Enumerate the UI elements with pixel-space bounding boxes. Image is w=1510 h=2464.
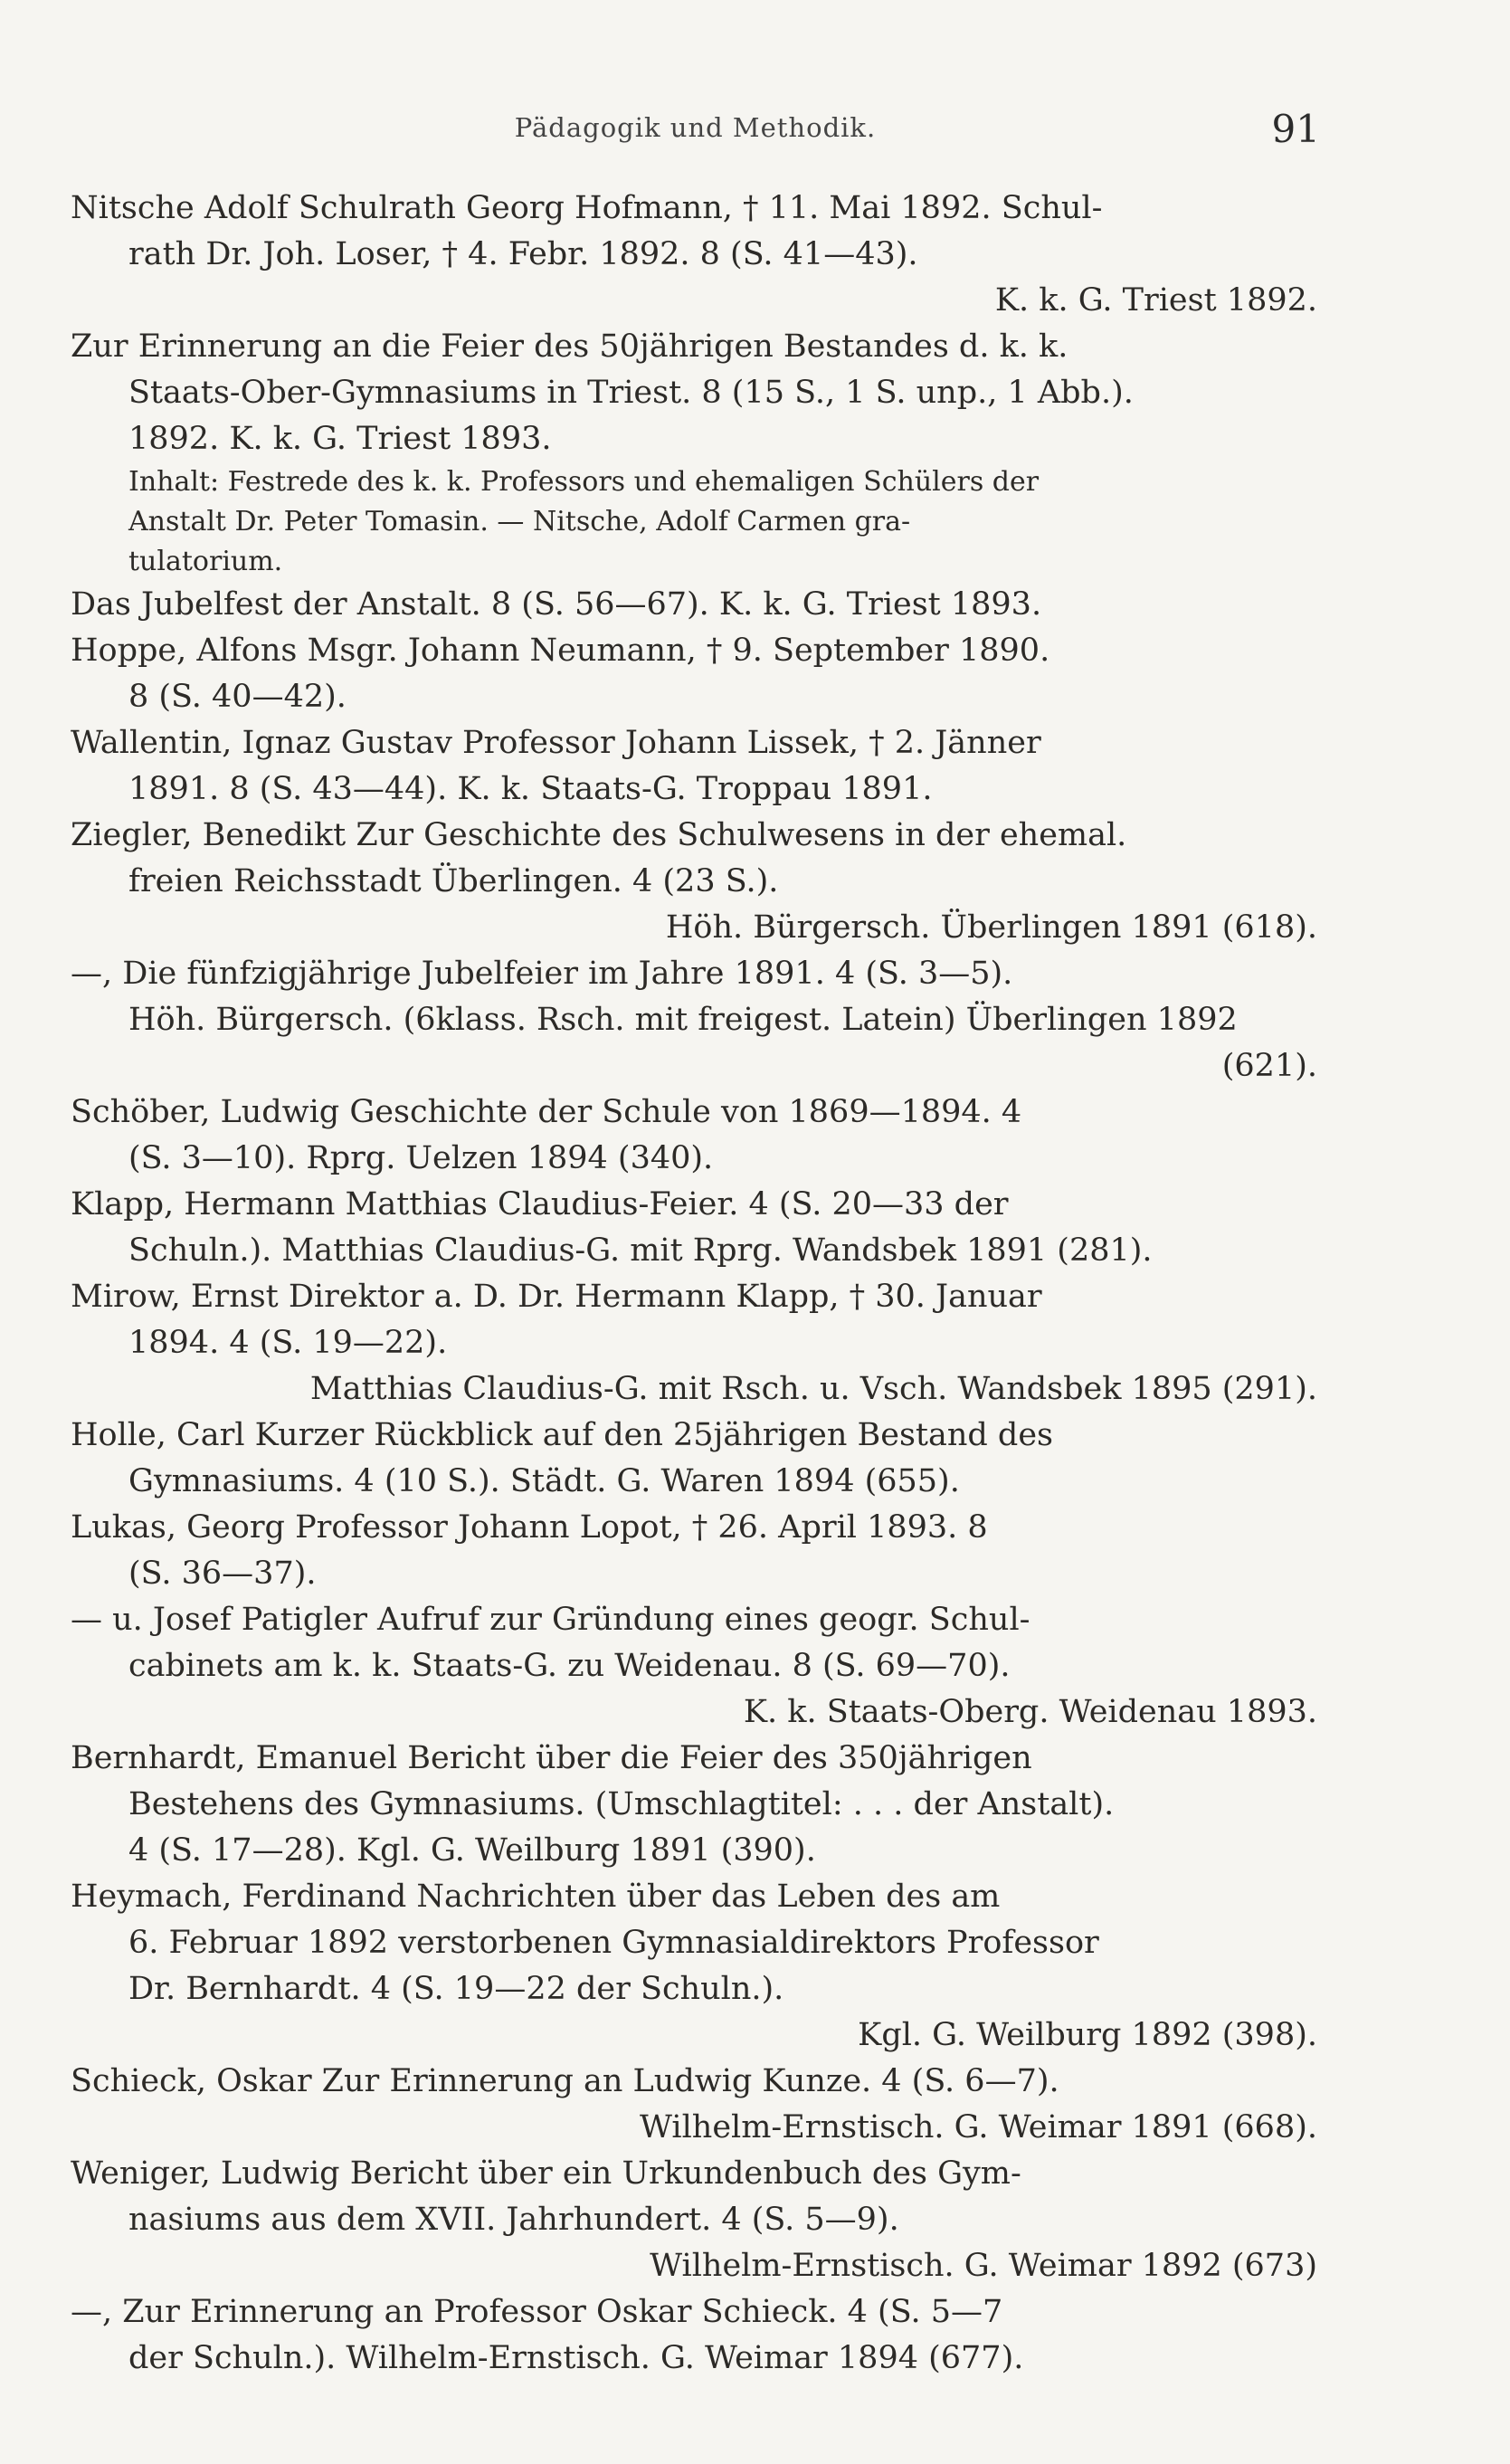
bibliography-entry: [71, 1413, 1317, 1505]
entry-line: Inhalt: Festrede des k. k. Professors und ehemaligen Schülers der: [128, 466, 1040, 498]
entry-line: —, Zur Erinnerung an Professor Oskar Schieck. 4 (S. 5—7: [71, 2294, 1003, 2330]
bibliography-entry: [71, 813, 1317, 951]
entry-line: Dr. Bernhardt. 4 (S. 19—22 der Schuln.).: [128, 1971, 784, 2007]
entry-line: Wallentin, Ignaz Gustav Professor Johann Lissek, † 2. Jänner: [71, 725, 1041, 761]
entry-line: Hoppe, Alfons Msgr. Johann Neumann, † 9. September 1890.: [71, 633, 1050, 669]
bibliography-list: [71, 186, 1317, 2382]
entry-line: — u. Josef Patigler Aufruf zur Gründung eines geogr. Schul-: [71, 1602, 1030, 1638]
entry-line: Höh. Bürgersch. (6klass. Rsch. mit freigest. Latein) Überlingen 1892: [128, 1002, 1238, 1038]
entry-line: Bernhardt, Emanuel Bericht über die Feier des 350jährigen: [71, 1740, 1032, 1776]
entry-line: Weniger, Ludwig Bericht über ein Urkundenbuch des Gym-: [71, 2155, 1021, 2192]
entry-line: (S. 36—37).: [128, 1555, 317, 1592]
entry-line: Holle, Carl Kurzer Rückblick auf den 25jährigen Bestand des: [71, 1417, 1053, 1453]
bibliography-entry: [71, 1089, 1317, 1182]
bibliography-entry: [71, 1182, 1317, 1274]
bibliography-entry: [71, 2059, 1317, 2151]
entry-line: rath Dr. Joh. Loser, † 4. Febr. 1892. 8 (S. 41—43).: [128, 236, 918, 272]
entry-line: K. k. G. Triest 1892.: [994, 282, 1317, 319]
bibliography-entry: [71, 951, 1317, 1089]
entry-line: 4 (S. 17—28). Kgl. G. Weilburg 1891 (390).: [128, 1832, 816, 1869]
entry-line: Matthias Claudius-G. mit Rsch. u. Vsch. Wandsbek 1895 (291).: [309, 1371, 1317, 1407]
entry-line: tulatorium.: [128, 546, 283, 577]
bibliography-entry: [71, 2289, 1317, 2382]
entry-line: Wilhelm-Ernstisch. G. Weimar 1891 (668).: [640, 2109, 1317, 2145]
entry-line: —, Die fünfzigjährige Jubelfeier im Jahre 1891. 4 (S. 3—5).: [71, 956, 1013, 992]
entry-line: 6. Februar 1892 verstorbenen Gymnasialdirektors Professor: [128, 1925, 1099, 1961]
entry-line: der Schuln.). Wilhelm-Ernstisch. G. Weimar 1894 (677).: [128, 2340, 1024, 2376]
entry-line: (S. 3—10). Rprg. Uelzen 1894 (340).: [128, 1140, 714, 1176]
running-title: Pädagogik und Methodik.: [514, 112, 877, 143]
bibliography-entry: [71, 324, 1317, 462]
page-header: [71, 107, 1320, 161]
bibliography-entry: [71, 582, 1317, 628]
bibliography-entry: [71, 1736, 1317, 1874]
bibliography-entry: [71, 720, 1317, 813]
bibliography-entry: [71, 1274, 1317, 1413]
entry-line: Zur Erinnerung an die Feier des 50jährigen Bestandes d. k. k.: [71, 328, 1068, 365]
entry-line: Lukas, Georg Professor Johann Lopot, † 26. April 1893. 8: [71, 1509, 988, 1546]
bibliography-entry: [71, 2151, 1317, 2289]
bibliography-entry: [71, 1505, 1317, 1597]
entry-line: Schöber, Ludwig Geschichte der Schule von 1869—1894. 4: [71, 1094, 1022, 1130]
entry-line: Nitsche Adolf Schulrath Georg Hofmann, † 11. Mai 1892. Schul-: [71, 190, 1103, 226]
entry-line: Mirow, Ernst Direktor a. D. Dr. Hermann Klapp, † 30. Januar: [71, 1279, 1042, 1315]
entry-line: (621).: [1221, 1048, 1317, 1084]
page-number: 91: [1271, 107, 1320, 151]
entry-line: 1892. K. k. G. Triest 1893.: [128, 421, 552, 457]
entry-line: Das Jubelfest der Anstalt. 8 (S. 56—67). K. k. G. Triest 1893.: [71, 586, 1042, 623]
entry-line: cabinets am k. k. Staats-G. zu Weidenau. 8 (S. 69—70).: [128, 1648, 1011, 1684]
entry-note: [71, 462, 1317, 582]
entry-line: Heymach, Ferdinand Nachrichten über das Leben des am: [71, 1879, 1001, 1915]
entry-line: Staats-Ober-Gymnasiums in Triest. 8 (15 S., 1 S. unp., 1 Abb.).: [128, 375, 1134, 411]
entry-line: Ziegler, Benedikt Zur Geschichte des Schulwesens in der ehemal.: [71, 817, 1127, 853]
entry-line: Kgl. G. Weilburg 1892 (398).: [858, 2017, 1317, 2053]
entry-line: Höh. Bürgersch. Überlingen 1891 (618).: [665, 909, 1317, 946]
entry-line: Schuln.). Matthias Claudius-G. mit Rprg. Wandsbek 1891 (281).: [128, 1232, 1153, 1269]
entry-line: nasiums aus dem XVII. Jahrhundert. 4 (S. 5—9).: [128, 2202, 899, 2238]
entry-line: freien Reichsstadt Überlingen. 4 (23 S.).: [128, 863, 779, 899]
bibliography-entry: [71, 1874, 1317, 2059]
bibliography-entry: [71, 186, 1317, 324]
entry-line: Klapp, Hermann Matthias Claudius-Feier. 4 (S. 20—33 der: [71, 1186, 1009, 1222]
entry-line: Bestehens des Gymnasiums. (Umschlagtitel: . . . der Anstalt).: [128, 1786, 1115, 1822]
entry-line: Wilhelm-Ernstisch. G. Weimar 1892 (673): [650, 2248, 1317, 2284]
entry-line: K. k. Staats-Oberg. Weidenau 1893.: [743, 1694, 1317, 1730]
bibliography-entry: [71, 1597, 1317, 1736]
entry-line: Anstalt Dr. Peter Tomasin. — Nitsche, Adolf Carmen gra-: [128, 506, 911, 538]
entry-line: 1891. 8 (S. 43—44). K. k. Staats-G. Troppau 1891.: [128, 771, 933, 807]
entry-line: Gymnasiums. 4 (10 S.). Städt. G. Waren 1894 (655).: [128, 1463, 960, 1499]
entry-line: 8 (S. 40—42).: [128, 679, 347, 715]
entry-line: 1894. 4 (S. 19—22).: [128, 1325, 448, 1361]
bibliography-entry: [71, 628, 1317, 720]
entry-line: Schieck, Oskar Zur Erinnerung an Ludwig Kunze. 4 (S. 6—7).: [71, 2063, 1059, 2099]
